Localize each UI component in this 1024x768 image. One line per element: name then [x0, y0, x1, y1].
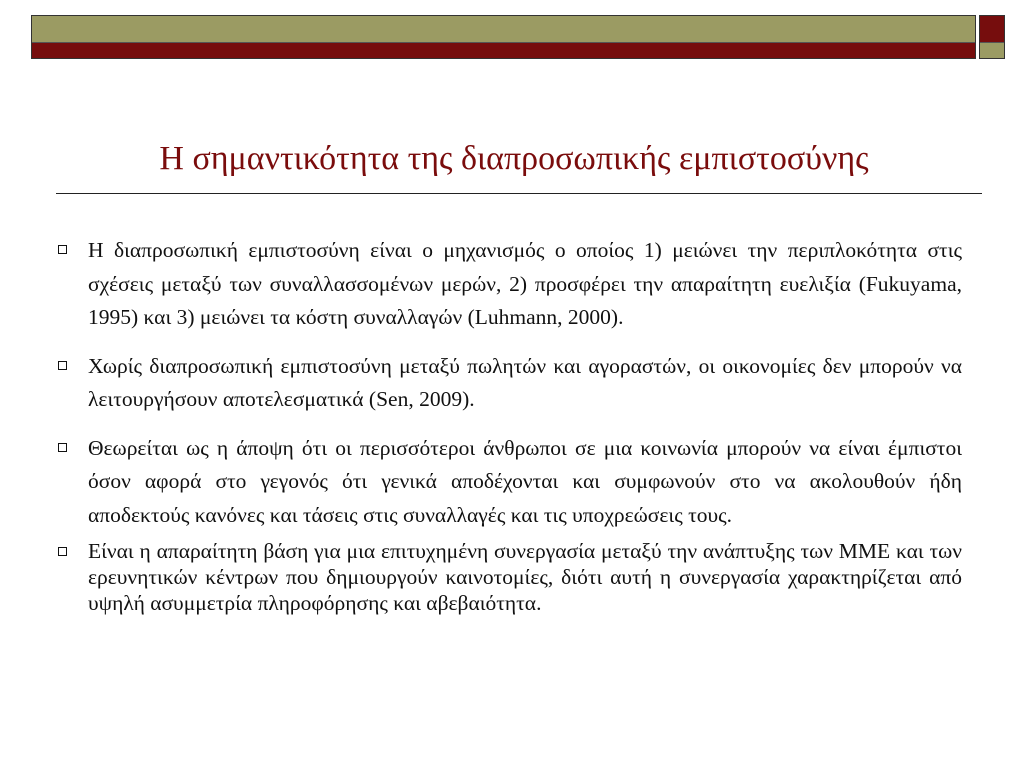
slide-title: Η σημαντικότητα της διαπροσωπικής εμπιστοσύνης	[159, 140, 869, 177]
bullet-text: Είναι η απαραίτητη βάση για μια επιτυχημένη συνεργασία μεταξύ την ανάπτυξης των ΜΜΕ και των ερευνητικών κέντρων που δημιουργούν καινοτομίες, διότι αυτή η συνεργασία χαρακτηρίζεται από υψηλή ασυμμετρία πληροφόρησης και αβεβαιότητα.	[88, 539, 962, 615]
bullet-list	[58, 234, 962, 617]
bullet-text: Θεωρείται ως η άποψη ότι οι περισσότεροι άνθρωποι σε μια κοινωνία μπορούν να είναι έμπιστοι όσον αφορά στο γεγονός ότι γενικά αποδέχονται και συμφωνούν στο να ακολουθούν ήδη αποδεκτούς κανόνες και τάσεις στις συναλλαγές και τις υποχρεώσεις τους.	[88, 435, 962, 527]
bullet-text: Χωρίς διαπροσωπική εμπιστοσύνη μεταξύ πωλητών και αγοραστών, οι οικονομίες δεν μπορούν να λειτουργήσουν αποτελεσματικά (Sen, 2009).	[88, 353, 962, 412]
hollow-square-bullet-icon	[58, 443, 67, 452]
corner-olive-block	[980, 43, 1004, 58]
header-corner-box	[979, 15, 1005, 59]
hollow-square-bullet-icon	[58, 547, 67, 556]
bullet-item	[58, 539, 962, 616]
header-decorative-bar	[31, 15, 976, 59]
header-maroon-stripe	[32, 43, 975, 58]
bullet-text: Η διαπροσωπική εμπιστοσύνη είναι ο μηχανισμός ο οποίος 1) μειώνει την περιπλοκότητα στις σχέσεις μεταξύ των συναλλασσομένων μερών, 2) προσφέρει την απαραίτητη ευελιξία (Fukuyama, 1995) και 3) μειώνει τα κόστη συναλλαγών (Luhmann, 2000).	[88, 238, 962, 330]
header-olive-stripe	[32, 16, 975, 43]
bullet-item	[58, 350, 962, 417]
title-underline	[56, 193, 982, 194]
bullet-item	[58, 234, 962, 335]
corner-maroon-block	[980, 16, 1004, 43]
bullet-item	[58, 432, 962, 533]
hollow-square-bullet-icon	[58, 361, 67, 370]
hollow-square-bullet-icon	[58, 245, 67, 254]
